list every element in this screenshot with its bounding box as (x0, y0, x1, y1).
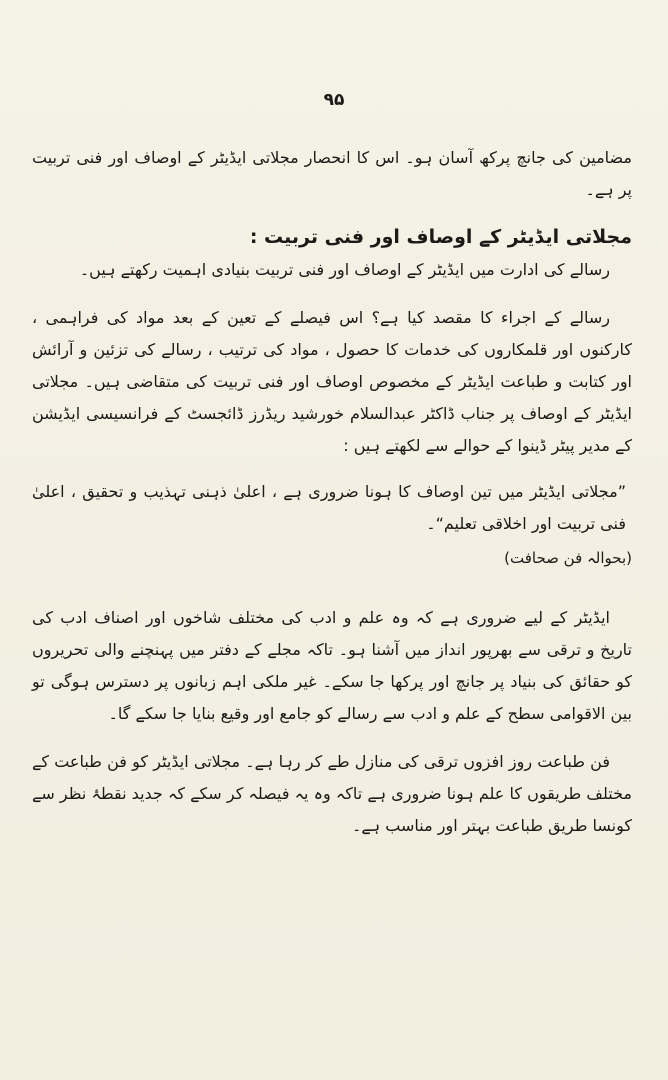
quote-citation: (بحوالہ فن صحافت) (504, 549, 632, 567)
paragraph-printing: فن طباعت روز افزوں ترقی کی منازل طے کر رہا ہے۔ مجلاتی ایڈیٹر کو فن طباعت کے مختلف طریقوں کا علم ہونا ضروری ہے تاکہ وہ یہ فیصلہ کر سکے کہ جدید نقطۂ نظر سے کونسا طریق طباعت بہتر اور مناسب ہے۔ (32, 752, 633, 835)
paragraph-editorship: رسالے کی ادارت میں ایڈیٹر کے اوصاف اور فنی تربیت بنیادی اہمیت رکھتے ہیں۔ (79, 260, 610, 279)
paragraph-knowledge: ایڈیٹر کے لیے ضروری ہے کہ وہ علم و ادب کی مختلف شاخوں اور اصناف ادب کی تاریخ و ترقی سے بھرپور انداز میں آشنا ہو۔ تاکہ مجلے کے دفتر میں پہنچنے والی تحریروں کو حقائق کی بنیاد پر جانچ اور پرکھا جا سکے۔ غیر ملکی اہم زبانوں پر دسترس ہوگی تو بین الاقوامی سطح کے علم و ادب سے رسالے کو جامع اور وقیع بنایا جا سکے گا۔ (32, 608, 632, 723)
paragraph-purpose: رسالے کے اجراء کا مقصد کیا ہے؟ اس فیصلے کے تعین کے بعد مواد کی فراہمی ، کارکنوں اور قلمکاروں کی خدمات کا حصول ، مواد کی ترتیب ، رسالے کی تزئین و آرائش اور کتابت و طباعت ایڈیٹر کے مخصوص اوصاف اور فنی تربیت کی متقاضی ہیں۔ مجلاتی ایڈیٹر کے اوصاف پر جناب ڈاکٹر عبدالسلام خورشید ریڈرز ڈائجسٹ کے فرانسیسی ایڈیشن کے مدیر پیٹر ڈینوا کے حوالے سے لکھتے ہیں : (32, 308, 632, 455)
intro-paragraph: مضامین کی جانچ پرکھ آسان ہو۔ اس کا انحصار مجلاتی ایڈیٹر کے اوصاف اور فنی تربیت پر ہے۔ (32, 148, 632, 199)
page-content (32, 142, 632, 842)
section-heading: مجلاتی ایڈیٹر کے اوصاف اور فنی تربیت : (249, 226, 632, 248)
block-quote: ”مجلاتی ایڈیٹر میں تین اوصاف کا ہونا ضروری ہے ، اعلیٰ ذہنی تہذیب و تحقیق ، اعلیٰ فنی تربیت اور اخلاقی تعلیم“۔ (32, 482, 626, 533)
page-number: ۹۵ (323, 90, 345, 110)
